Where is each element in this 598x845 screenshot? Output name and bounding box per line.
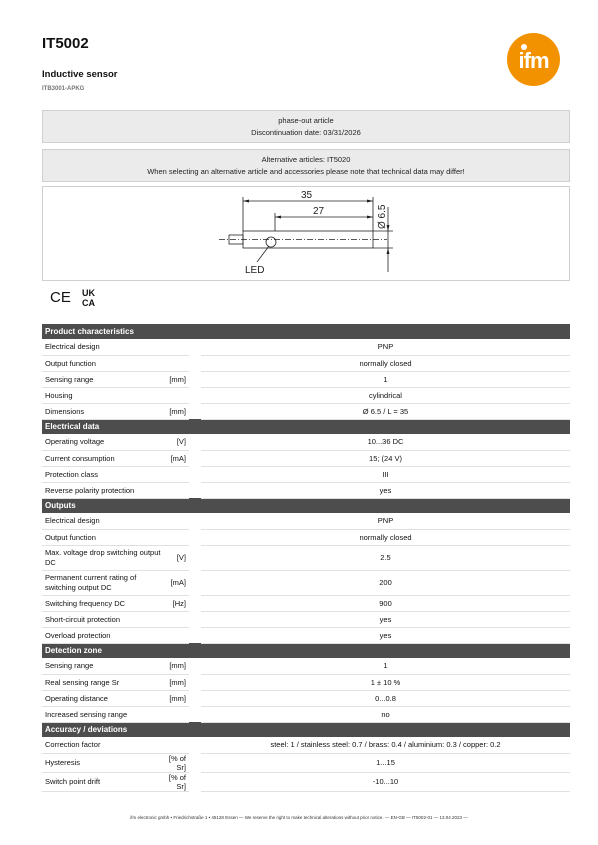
spec-row [42, 753, 570, 772]
spec-unit [165, 355, 189, 371]
section-header [42, 498, 570, 513]
spec-value: 0...0.8 [201, 690, 570, 706]
spec-label: Electrical design [42, 513, 165, 529]
spec-value: yes [201, 482, 570, 498]
spec-label: Max. voltage drop switching output DC [42, 545, 165, 570]
spec-unit: [mm] [165, 690, 189, 706]
spec-gap [189, 371, 201, 387]
certification-marks [48, 287, 108, 314]
spec-row [42, 387, 570, 403]
spec-value: yes [201, 627, 570, 643]
spec-unit [165, 387, 189, 403]
spec-row [42, 403, 570, 419]
spec-gap [189, 570, 201, 595]
spec-label: Output function [42, 355, 165, 371]
spec-row [42, 595, 570, 611]
section-title: Accuracy / deviations [42, 722, 570, 737]
spec-gap [189, 674, 201, 690]
spec-unit: [mA] [165, 450, 189, 466]
spec-gap [189, 482, 201, 498]
spec-label: Housing [42, 387, 165, 403]
section-header [42, 324, 570, 339]
spec-unit [165, 513, 189, 529]
spec-row [42, 690, 570, 706]
spec-value: PNP [201, 513, 570, 529]
spec-row [42, 674, 570, 690]
spec-label: Sensing range [42, 658, 165, 674]
spec-row [42, 434, 570, 450]
spec-label: Switching frequency DC [42, 595, 165, 611]
spec-value: 1...15 [201, 753, 570, 772]
spec-unit: [mm] [165, 658, 189, 674]
section-title: Outputs [42, 498, 570, 513]
spec-gap [189, 387, 201, 403]
spec-gap [189, 706, 201, 722]
spec-value: normally closed [201, 529, 570, 545]
spec-row [42, 371, 570, 387]
spec-gap [189, 339, 201, 355]
spec-label: Sensing range [42, 371, 165, 387]
spec-label: Short-circuit protection [42, 611, 165, 627]
discontinuation-date: Discontinuation date: 03/31/2026 [251, 128, 361, 137]
section-header [42, 419, 570, 434]
spec-gap [189, 403, 201, 419]
spec-unit: [mA] [165, 570, 189, 595]
spec-row [42, 450, 570, 466]
spec-unit [165, 627, 189, 643]
spec-row [42, 706, 570, 722]
spec-row [42, 627, 570, 643]
spec-unit: [mm] [165, 403, 189, 419]
spec-label: Reverse polarity protection [42, 482, 165, 498]
spec-value: 1 [201, 658, 570, 674]
ce-mark: CE [50, 289, 71, 306]
product-subtitle: Inductive sensor [42, 69, 118, 80]
spec-unit [165, 611, 189, 627]
spec-gap [189, 545, 201, 570]
spec-label: Correction factor [42, 737, 165, 753]
dim-35-label: 35 [301, 190, 313, 201]
dim-27-label: 27 [313, 206, 325, 217]
spec-value: cylindrical [201, 387, 570, 403]
spec-row [42, 737, 570, 753]
spec-unit: [V] [165, 545, 189, 570]
sensor-drawing-svg [43, 187, 571, 282]
spec-gap [189, 595, 201, 611]
section-header [42, 722, 570, 737]
spec-row [42, 570, 570, 595]
spec-label: Output function [42, 529, 165, 545]
led-circle [266, 237, 276, 247]
ukca-mark-top: UK [82, 288, 95, 298]
spec-unit [165, 529, 189, 545]
spec-value: yes [201, 611, 570, 627]
spec-gap [189, 772, 201, 791]
spec-gap [189, 513, 201, 529]
spec-unit: [mm] [165, 371, 189, 387]
spec-unit [165, 737, 189, 753]
spec-unit: [mm] [165, 674, 189, 690]
spec-value: -10...10 [201, 772, 570, 791]
spec-gap [189, 690, 201, 706]
section-title: Detection zone [42, 643, 570, 658]
spec-row [42, 772, 570, 791]
spec-row [42, 466, 570, 482]
spec-label: Operating distance [42, 690, 165, 706]
spec-label: Protection class [42, 466, 165, 482]
spec-label: Overload protection [42, 627, 165, 643]
spec-row [42, 658, 570, 674]
spec-gap [189, 466, 201, 482]
spec-unit [165, 466, 189, 482]
spec-row [42, 611, 570, 627]
product-title: IT5002 [42, 35, 89, 52]
spec-label: Switch point drift [42, 772, 165, 791]
spec-unit [165, 339, 189, 355]
spec-value: 900 [201, 595, 570, 611]
spec-row [42, 513, 570, 529]
spec-value: 1 [201, 371, 570, 387]
spec-unit: [% of Sr] [165, 772, 189, 791]
spec-unit: [% of Sr] [165, 753, 189, 772]
spec-gap [189, 611, 201, 627]
spec-row [42, 545, 570, 570]
spec-table [42, 324, 570, 792]
logo-text: ifm [518, 48, 549, 73]
spec-value: 2.5 [201, 545, 570, 570]
spec-label: Electrical design [42, 339, 165, 355]
spec-unit: [Hz] [165, 595, 189, 611]
spec-value: no [201, 706, 570, 722]
spec-label: Operating voltage [42, 434, 165, 450]
spec-value: 1 ± 10 % [201, 674, 570, 690]
spec-gap [189, 753, 201, 772]
spec-label: Real sensing range Sr [42, 674, 165, 690]
spec-row [42, 482, 570, 498]
phaseout-title: phase-out article [278, 116, 334, 125]
spec-gap [189, 450, 201, 466]
ifm-logo [507, 33, 560, 86]
spec-label: Hysteresis [42, 753, 165, 772]
spec-gap [189, 434, 201, 450]
spec-gap [189, 529, 201, 545]
spec-value: 200 [201, 570, 570, 595]
alternative-articles: Alternative articles: IT5020 [261, 155, 351, 164]
spec-gap [189, 737, 201, 753]
spec-value: steel: 1 / stainless steel: 0.7 / brass: 0.4 / aluminium: 0.3 / copper: 0.2 [201, 737, 570, 753]
spec-gap [189, 355, 201, 371]
spec-value: Ø 6.5 / L = 35 [201, 403, 570, 419]
spec-gap [189, 658, 201, 674]
alternative-notice [42, 149, 570, 182]
spec-row [42, 339, 570, 355]
spec-row [42, 355, 570, 371]
spec-value: III [201, 466, 570, 482]
spec-unit: [V] [165, 434, 189, 450]
spec-gap [189, 627, 201, 643]
page-footer: ifm electronic gmbh • Friedrichstraße 1 • 45128 Essen — We reserve the right to make technical alterations without prior notice. — EN-GB — IT5002-01 — 13.04.2023 — [130, 815, 468, 820]
dimension-drawing [42, 186, 570, 281]
section-title: Product characteristics [42, 324, 570, 339]
certification-marks-svg [48, 287, 108, 309]
spec-label: Increased sensing range [42, 706, 165, 722]
spec-row [42, 529, 570, 545]
spec-value: 10...36 DC [201, 434, 570, 450]
spec-value: normally closed [201, 355, 570, 371]
section-title: Electrical data [42, 419, 570, 434]
ukca-mark-bottom: CA [82, 298, 95, 308]
alternative-warning: When selecting an alternative article and accessories please note that technical data may differ! [147, 167, 465, 176]
spec-value: 15; (24 V) [201, 450, 570, 466]
spec-label: Current consumption [42, 450, 165, 466]
product-code: ITB3001-APKG [42, 86, 85, 92]
spec-value: PNP [201, 339, 570, 355]
led-label: LED [245, 265, 265, 276]
section-header [42, 643, 570, 658]
phaseout-notice [42, 110, 570, 143]
spec-unit [165, 482, 189, 498]
spec-label: Dimensions [42, 403, 165, 419]
dim-diameter-label: Ø 6.5 [377, 204, 388, 229]
spec-unit [165, 706, 189, 722]
spec-label: Permanent current rating of switching output DC [42, 570, 165, 595]
